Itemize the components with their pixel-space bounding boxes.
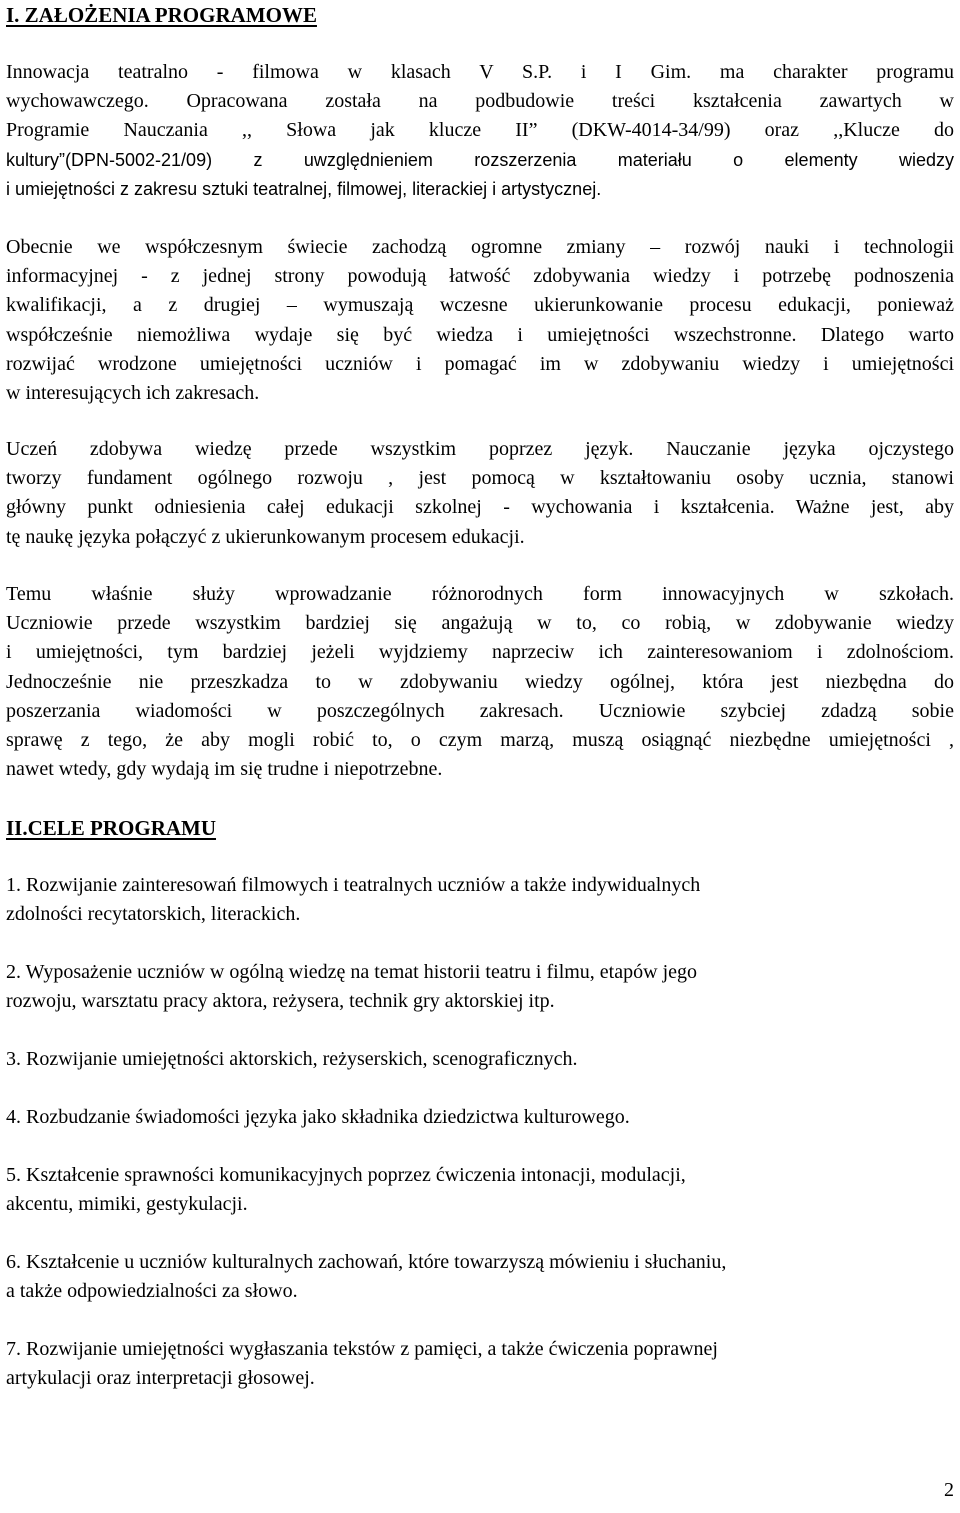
goal-line: 1. Rozwijanie zainteresowań filmowych i teatralnych uczniów a także indywidualnych <box>6 874 701 896</box>
paragraph-language <box>6 435 954 552</box>
paragraph-line: informacyjnej - z jednej strony powodują łatwość zdobywania wiedzy i potrzebę podnoszenia <box>6 265 954 288</box>
section-title-goals: II.CELE PROGRAMU <box>6 816 217 840</box>
paragraph-line: tę naukę języka połączyć z ukierunkowanym procesem edukacji. <box>6 525 525 548</box>
paragraph-line: Uczeń zdobywa wiedzę przede wszystkim poprzez język. Nauczanie języka ojczystego <box>6 438 954 460</box>
paragraph-line: rozwijać wrodzone umiejętności uczniów i pomagać im w zdobywaniu wiedzy i umiejętności <box>6 352 954 375</box>
goal-line: 7. Rozwijanie umiejętności wygłaszania tekstów z pamięci, a także ćwiczenia poprawnej <box>6 1338 718 1360</box>
goal-line: 4. Rozbudzanie świadomości języka jako składnika dziedzictwa kulturowego. <box>6 1106 630 1128</box>
paragraph-line: tworzy fundament ogólnego rozwoju , jest pomocą w kształtowaniu osoby ucznia, stanowi <box>6 467 954 490</box>
paragraph-modern-world <box>6 233 954 408</box>
goal-line: artykulacji oraz interpretacji głosowej. <box>6 1367 315 1390</box>
goal-item-2 <box>6 958 954 1016</box>
paragraph-line: Uczniowie przede wszystkim bardziej się angażują w to, co robią, w zdobywanie wiedzy <box>6 612 954 635</box>
paragraph-line: Innowacja teatralno - filmowa w klasach V S.P. i I Gim. ma charakter programu <box>6 61 954 83</box>
goal-line: 5. Kształcenie sprawności komunikacyjnych poprzez ćwiczenia intonacji, modulacji, <box>6 1164 686 1186</box>
intro-paragraph <box>6 58 954 204</box>
paragraph-line: kultury”(DPN-5002-21/09) z uwzględnieniem rozszerzenia materiału o elementy wiedzy <box>6 149 954 170</box>
paragraph-line: poszerzania wiadomości w poszczególnych zakresach. Uczniowie szybciej zdadzą sobie <box>6 699 954 722</box>
goal-item-3 <box>6 1045 954 1074</box>
goal-item-6 <box>6 1248 954 1306</box>
goal-item-5 <box>6 1161 954 1219</box>
paragraph-line: i umiejętności, tym bardziej jeżeli wyjdziemy naprzeciw ich zainteresowaniom i zdolnościom. <box>6 641 954 664</box>
paragraph-line: wychowawczego. Opracowana została na podbudowie treści kształcenia zawartych w <box>6 90 954 113</box>
page-number: 2 <box>944 1479 954 1501</box>
paragraph-line: Programie Nauczania ,, Słowa jak klucze II” (DKW-4014-34/99) oraz ,,Klucze do <box>6 119 954 142</box>
goal-line: a także odpowiedzialności za słowo. <box>6 1280 298 1303</box>
paragraph-line: Obecnie we współczesnym świecie zachodzą ogromne zmiany – rozwój nauki i technologii <box>6 236 954 258</box>
goal-line: 6. Kształcenie u uczniów kulturalnych zachowań, które towarzyszą mówieniu i słuchaniu, <box>6 1251 727 1273</box>
goal-line: zdolności recytatorskich, literackich. <box>6 903 301 926</box>
document-page <box>6 0 954 1513</box>
paragraph-line: w interesujących ich zakresach. <box>6 382 260 405</box>
goal-line: rozwoju, warsztatu pracy aktora, reżysera, technik gry aktorskiej itp. <box>6 990 555 1013</box>
paragraph-line: główny punkt odniesienia całej edukacji szkolnej - wychowania i kształcenia. Ważne jest, aby <box>6 496 954 519</box>
section-title-assumptions: I. ZAŁOŻENIA PROGRAMOWE <box>6 3 317 27</box>
paragraph-innovation <box>6 580 954 784</box>
goal-item-7 <box>6 1335 954 1393</box>
goal-item-4 <box>6 1103 954 1132</box>
paragraph-line: Temu właśnie służy wprowadzanie różnorodnych form innowacyjnych w szkołach. <box>6 583 954 605</box>
paragraph-line: kwalifikacji, a z drugiej – wymuszają wczesne ukierunkowanie procesu edukacji, ponieważ <box>6 294 954 317</box>
paragraph-line: współcześnie niemożliwa wydaje się być wiedza i umiejętności wszechstronne. Dlatego warto <box>6 323 954 346</box>
goal-line: akcentu, mimiki, gestykulacji. <box>6 1193 248 1216</box>
paragraph-line: i umiejętności z zakresu sztuki teatralnej, filmowej, literackiej i artystycznej. <box>6 178 602 199</box>
goal-line: 2. Wyposażenie uczniów w ogólną wiedzę na temat historii teatru i filmu, etapów jego <box>6 961 697 983</box>
goal-item-1 <box>6 871 954 929</box>
goal-line: 3. Rozwijanie umiejętności aktorskich, reżyserskich, scenograficznych. <box>6 1048 578 1070</box>
paragraph-line: Jednocześnie nie przeszkadza to w zdobywaniu wiedzy ogólnej, która jest niezbędna do <box>6 670 954 693</box>
paragraph-line: nawet wtedy, gdy wydają im się trudne i niepotrzebne. <box>6 758 443 781</box>
paragraph-line: sprawę z tego, że aby mogli robić to, o czym marzą, muszą osiągnąć niezbędne umiejętności , <box>6 729 954 752</box>
